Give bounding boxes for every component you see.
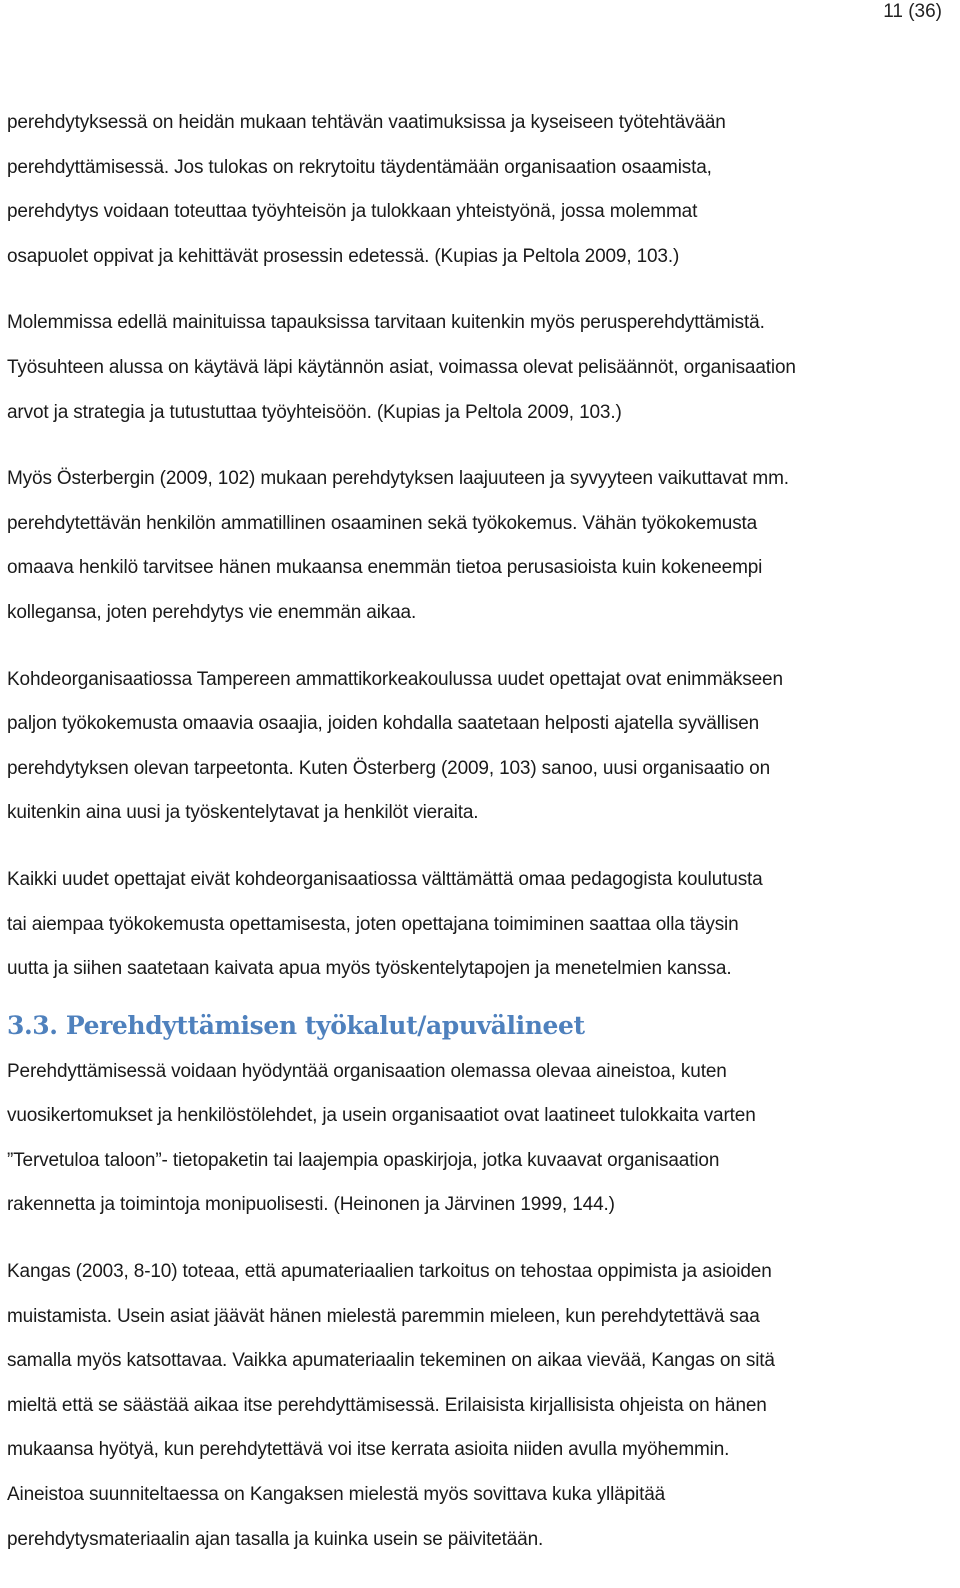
text-line: rakennetta ja toimintoja monipuolisesti. (Heinonen ja Järvinen 1999, 144.) [7,1194,615,1216]
text-line: omaava henkilö tarvitsee hänen mukaansa enemmän tietoa perusasioista kuin kokeneempi [7,557,763,579]
text-line: Myös Österbergin (2009, 102) mukaan perehdytyksen laajuuteen ja syvyyteen vaikuttavat mm. [7,468,789,490]
page-number: 11 (36) [883,1,942,22]
text-line: arvot ja strategia ja tutustuttaa työyhteisöön. (Kupias ja Peltola 2009, 103.) [7,401,622,423]
text-line: perehdytyksen olevan tarpeetonta. Kuten Österberg (2009, 103) sanoo, uusi organisaatio on [7,757,770,779]
text-line: perehdyttämisessä. Jos tulokas on rekrytoitu täydentämään organisaation osaamista, [7,156,712,178]
paragraphs-after-heading [7,1050,952,1563]
text-line: perehdytyksessä on heidän mukaan tehtävän vaatimuksissa ja kyseiseen työtehtävään [7,112,726,133]
text-line: Molemmissa edellä mainituissa tapauksissa tarvitaan kuitenkin myös perusperehdyttämistä. [7,312,765,334]
text-line: kollegansa, joten perehdytys vie enemmän aikaa. [7,601,417,623]
paragraph [7,457,952,635]
text-line: ”Tervetuloa taloon”- tietopaketin tai laajempia opaskirjoja, jotka kuvaavat organisaation [7,1149,720,1171]
text-line: vuosikertomukset ja henkilöstölehdet, ja usein organisaatiot ovat laatineet tulokkaita varten [7,1105,756,1127]
text-line: Perehdyttämisessä voidaan hyödyntää organisaation olemassa olevaa aineistoa, kuten [7,1060,727,1082]
text-line: Kohdeorganisaatiossa Tampereen ammattikorkeakoulussa uudet opettajat ovat enimmäkseen [7,668,783,690]
paragraph [7,658,952,836]
section-number: 3.3. [7,1010,58,1040]
text-line: muistamista. Usein asiat jäävät hänen mielestä paremmin mieleen, kun perehdytettävä saa [7,1305,760,1327]
text-line: mieltä että se säästää aikaa itse perehdyttämisessä. Erilaisista kirjallisista ohjeista on hänen [7,1394,767,1416]
paragraph [7,101,952,279]
text-line: perehdytys voidaan toteuttaa työyhteisön ja tulokkaan yhteistyönä, jossa molemmat [7,201,698,223]
paragraph [7,301,952,435]
section-title: Perehdyttämisen työkalut/apuvälineet [65,1010,585,1040]
text-line: Kaikki uudet opettajat eivät kohdeorganisaatiossa välttämättä omaa pedagogista koulutusta [7,868,763,890]
text-line: mukaansa hyötyä, kun perehdytettävä voi itse kerrata asioita niiden avulla myöhemmin. [7,1439,730,1461]
text-line: perehdytysmateriaalin ajan tasalla ja kuinka usein se päivitetään. [7,1528,544,1550]
text-line: samalla myös katsottavaa. Vaikka apumateriaalin tekeminen on aikaa vievää, Kangas on sitä [7,1350,775,1372]
text-line: kuitenkin aina uusi ja työskentelytavat ja henkilöt vieraita. [7,802,479,824]
paragraphs-before-heading [7,101,952,992]
text-line: tai aiempaa työkokemusta opettamisesta, joten opettajana toimiminen saattaa olla täysin [7,913,739,935]
text-line: perehdytettävän henkilön ammatillinen osaaminen sekä työkokemus. Vähän työkokemusta [7,512,758,534]
text-line: uutta ja siihen saatetaan kaivata apua myös työskentelytapojen ja menetelmien kanssa. [7,958,732,980]
document-body [7,101,952,1562]
paragraph [7,1250,952,1562]
section-heading [7,1002,952,1050]
text-line: osapuolet oppivat ja kehittävät prosessin edetessä. (Kupias ja Peltola 2009, 103.) [7,245,680,267]
text-line: paljon työkokemusta omaavia osaajia, joiden kohdalla saatetaan helposti ajatella syvällisen [7,713,760,735]
paragraph [7,1050,952,1228]
text-line: Kangas (2003, 8-10) toteaa, että apumateriaalien tarkoitus on tehostaa oppimista ja asioiden [7,1261,772,1283]
paragraph [7,858,952,992]
text-line: Työsuhteen alussa on käytävä läpi käytännön asiat, voimassa olevat pelisäännöt, organisaation [7,356,796,378]
text-line: Aineistoa suunniteltaessa on Kangaksen mielestä myös sovittava kuka ylläpitää [7,1484,666,1506]
